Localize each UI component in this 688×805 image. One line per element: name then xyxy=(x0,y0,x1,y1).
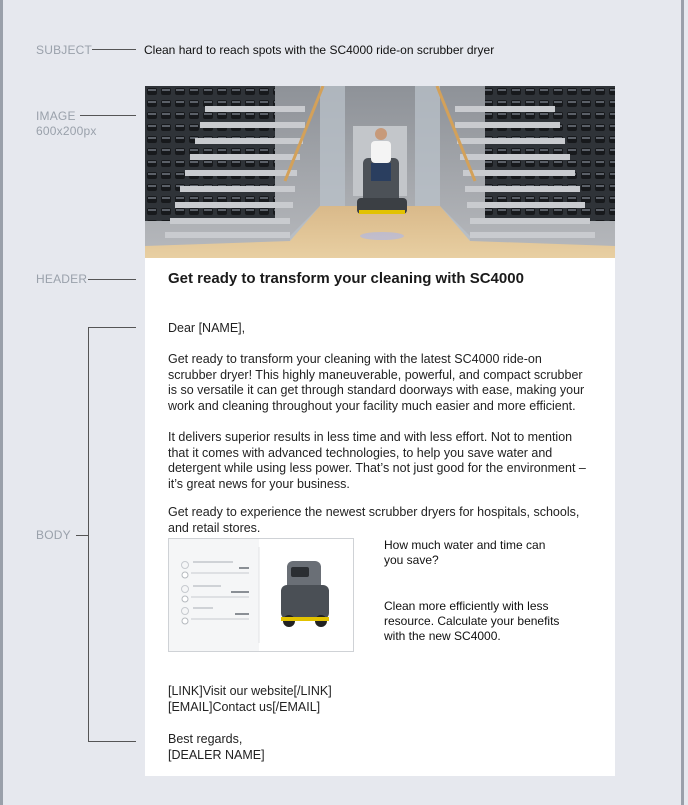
hero-image xyxy=(145,86,615,258)
calculator-cta: Clean more efficiently with less resource. Calculate your benefits with the new SC4000. xyxy=(384,599,560,643)
label-header: HEADER xyxy=(36,272,88,286)
label-body: BODY xyxy=(36,528,71,542)
website-link[interactable]: [LINK]Visit our website[/LINK] xyxy=(168,684,332,698)
image-connector xyxy=(80,115,136,116)
label-image: IMAGE xyxy=(36,109,76,123)
email-header: Get ready to transform your cleaning with SC4000 xyxy=(168,270,524,287)
page-frame-right xyxy=(681,0,684,805)
calculator-question: How much water and time can you save? xyxy=(384,538,546,567)
hero-illustration xyxy=(145,86,615,258)
body-paragraph-2: It delivers superior results in less time and with less effort. Not to mention that it comes with advanced technologies, to help you save water and detergent while using less power. That’s not just good for the environment – it’s great news for your business. xyxy=(168,430,586,491)
label-subject: SUBJECT xyxy=(36,43,93,57)
body-paragraph-3: Get ready to experience the newest scrubber dryers for hospitals, schools, and retail stores. xyxy=(168,505,580,535)
email-subject: Clean hard to reach spots with the SC4000 ride-on scrubber dryer xyxy=(144,43,495,57)
label-image-size: 600x200px xyxy=(36,124,97,138)
subject-connector xyxy=(92,49,136,50)
greeting: Dear [NAME], xyxy=(168,321,246,335)
signature: [DEALER NAME] xyxy=(168,748,265,762)
page-frame-left xyxy=(0,0,3,805)
closing: Best regards, xyxy=(168,732,243,746)
body-paragraph-1: Get ready to transform your cleaning with the latest SC4000 ride-on scrubber dryer! This highly maneuverable, powerful, and compact scrubber is so versatile it can get through standard doorways with ease, making your work and cleaning throughout your facility much easier and more efficient. xyxy=(168,352,585,413)
body-bracket xyxy=(88,327,89,741)
contact-email-link[interactable]: [EMAIL]Contact us[/EMAIL] xyxy=(168,700,321,714)
body-connector xyxy=(76,535,88,536)
calculator-illustration xyxy=(169,539,353,651)
body-bracket-bottom xyxy=(88,741,136,742)
body-bracket-top xyxy=(88,327,136,328)
calculator-banner[interactable] xyxy=(168,538,354,652)
header-connector xyxy=(88,279,136,280)
